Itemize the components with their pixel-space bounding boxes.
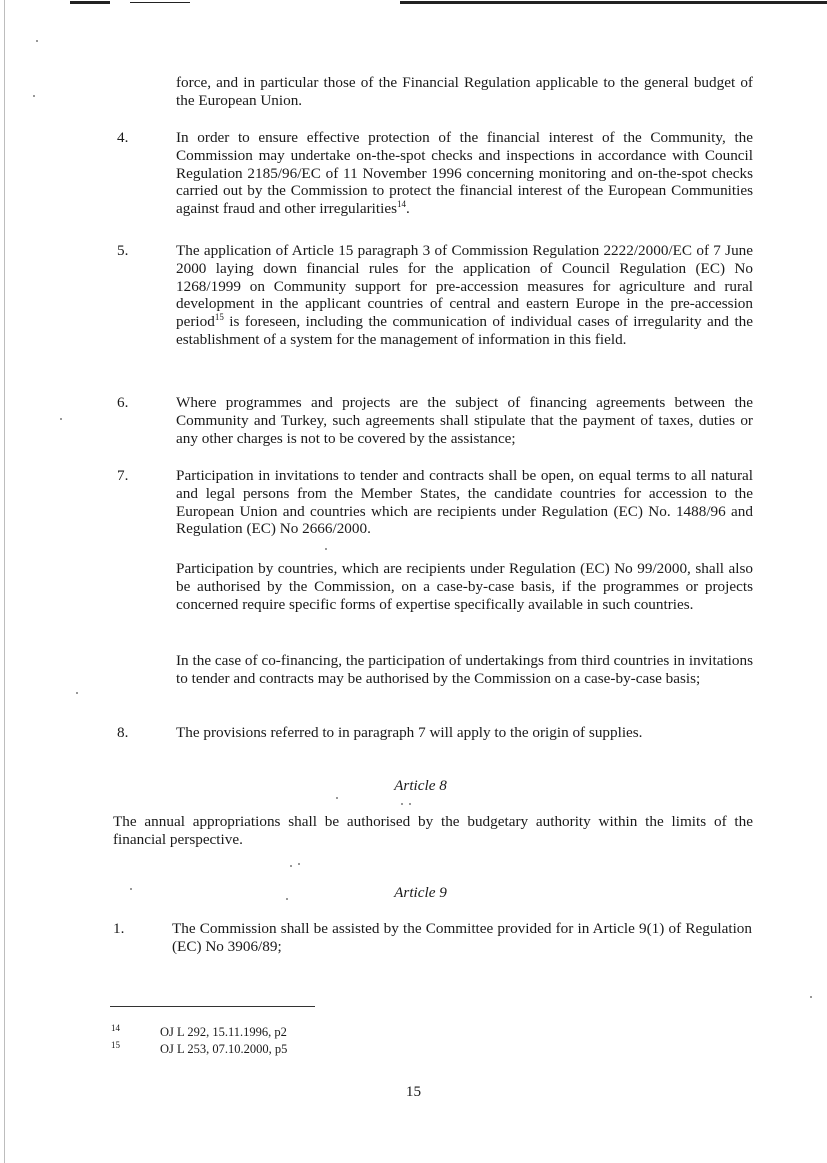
article-9-text: The Commission shall be assisted by the Committee provided for in Article 9(1) of Regulation (EC) No 3906/89;: [172, 920, 752, 955]
item-text-5: The application of Article 15 paragraph 3 of Commission Regulation 2222/2000/EC of 7 June 2000 laying down financial rules for the application of Council Regulation (EC) No 1268/1999 on Community support for pre-accession measures for agriculture and rural development in the applicant countries of central and eastern Europe in the pre-accession period$^{15}$ is foreseen, including the communication of individual cases of irregularity and the establishment of a system for the management of information in this field.: [176, 242, 753, 348]
scan-speck: [36, 40, 38, 42]
item-text-8: The provisions referred to in paragraph 7 will apply to the origin of supplies.: [176, 724, 643, 741]
scan-speck: [60, 418, 62, 420]
scan-speck: [33, 95, 35, 97]
page-number: 15: [405, 1083, 422, 1100]
footnote-mark-14: 14: [111, 1023, 120, 1033]
scan-speck: [298, 863, 300, 865]
article-8-text: The annual appropriations shall be authorised by the budgetary authority within the limits of the financial perspective.: [113, 813, 753, 848]
footnote-mark-15: 15: [111, 1040, 120, 1050]
article-8-heading: Article 8: [394, 777, 447, 794]
scan-speck: [810, 996, 812, 998]
item-text-4: In order to ensure effective protection of the financial interest of the Community, the Commission may undertake on-the-spot checks and inspections in accordance with Council Regulation 2185/96/EC of 11 November 1996 concerning monitoring and on-the-spot checks carried out by the Commission to protect the financial interest of the European Communities against fraud and other irregularities$^{14}$.: [176, 129, 753, 218]
article-9-heading: Article 9: [394, 884, 447, 901]
scan-speck: [130, 888, 132, 890]
scan-left-edge: [4, 0, 5, 1163]
article-9-number: 1.: [113, 920, 125, 937]
scan-speck: [336, 797, 338, 799]
scan-speck: [290, 865, 292, 867]
scan-speck: [401, 803, 403, 805]
footnote-separator: [110, 1006, 315, 1007]
item-number-7: 7.: [117, 467, 129, 484]
item-text-7-second: Participation by countries, which are recipients under Regulation (EC) No 99/2000, shall also be authorised by the Commission, on a case-by-case basis, if the programmes or projects concerned require specific forms of expertise specifically available in such countries.: [176, 560, 753, 613]
item-number-6: 6.: [117, 394, 129, 411]
item-text-7: Participation in invitations to tender and contracts shall be open, on equal terms to all natural and legal persons from the Member States, the candidate countries for accession to the European Union and countries which are recipients under Regulation (EC) No. 1488/96 and Regulation (EC) No 2666/2000.: [176, 467, 753, 538]
item-number-8: 8.: [117, 724, 129, 741]
scan-speck: [76, 692, 78, 694]
scan-speck: [286, 898, 288, 900]
scan-top-border: [0, 0, 827, 5]
footnote-ref-15: 15: [214, 312, 224, 323]
item-text-6: Where programmes and projects are the subject of financing agreements between the Community and Turkey, such agreements shall stipulate that the payment of taxes, duties or any other charges is not to be covered by the assistance;: [176, 394, 753, 447]
item-text-7-third: In the case of co-financing, the participation of undertakings from third countries in invitations to tender and contracts may be authorised by the Commission on a case-by-case basis;: [176, 652, 753, 687]
scan-speck: [409, 803, 411, 805]
footnote-ref-14: 14: [396, 199, 406, 210]
scan-speck: [325, 548, 327, 550]
item-number-4: 4.: [117, 129, 129, 146]
footnote-text-14: OJ L 292, 15.11.1996, p2: [160, 1025, 287, 1039]
footnote-text-15: OJ L 253, 07.10.2000, p5: [160, 1042, 288, 1056]
continued-paragraph: force, and in particular those of the Financial Regulation applicable to the general budget of the European Union.: [176, 74, 753, 109]
item-number-5: 5.: [117, 242, 129, 259]
